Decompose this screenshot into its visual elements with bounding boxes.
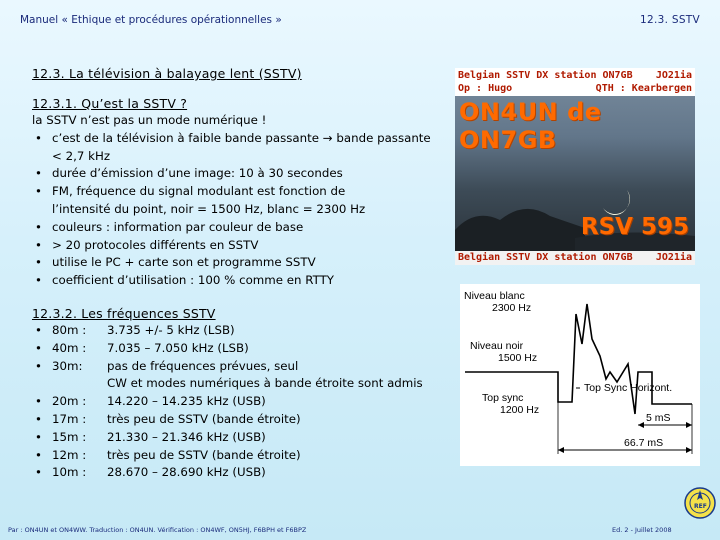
- sync-label: Top sync 1200 Hz: [482, 392, 540, 416]
- sstv-locator-top: JO21ia: [655, 70, 692, 81]
- sstv-bottom-bar: [455, 251, 695, 265]
- sstv-report: RSV 595: [580, 214, 689, 240]
- header-left: Manuel « Ethique et procédures opérationnelles »: [20, 14, 282, 26]
- sstv-station-label: Belgian SSTV DX station ON7GB: [458, 70, 633, 81]
- frequency-band: • 15m :: [52, 429, 87, 444]
- frequency-band: • 20m :: [52, 394, 87, 409]
- moon-icon: [603, 190, 630, 215]
- frequency-band: • 30m:: [52, 358, 83, 373]
- bullet-item: • > 20 protocoles différents en SSTV: [32, 237, 452, 255]
- header-right: 12.3. SSTV: [640, 14, 700, 26]
- frequency-item: [32, 322, 452, 340]
- frequency-value: très peu de SSTV (bande étroite): [107, 447, 301, 462]
- frequency-value: 14.220 – 14.235 kHz (USB): [107, 394, 266, 409]
- frequency-item: [32, 393, 452, 411]
- frequency-band: • 12m :: [52, 447, 87, 462]
- duration-66ms-label: 66.7 mS: [624, 437, 664, 449]
- sync-horizontal-label: Top Sync Horizont.: [584, 382, 673, 394]
- frequency-value: 21.330 – 21.346 kHz (USB): [107, 429, 266, 444]
- bullet-list: [32, 130, 452, 290]
- bullet-item: • coefficient d’utilisation : 100 % comme en RTTY: [32, 272, 452, 290]
- ref-logo-text: REF: [694, 503, 707, 510]
- bullet-item: • c’est de la télévision à faible bande passante → bande passante < 2,7 kHz: [32, 130, 452, 166]
- bullet-item: • utilise le PC + carte son et programme SSTV: [32, 254, 452, 272]
- frequency-item: [32, 429, 452, 447]
- bullet-item: • FM, fréquence du signal modulant est fonction de l’intensité du point, noir = 1500 Hz, blanc = 2300 Hz: [32, 183, 452, 219]
- bullet-item: • couleurs : information par couleur de base: [32, 219, 452, 237]
- white-level-label: Niveau blanc 2300 Hz: [464, 290, 532, 314]
- frequency-item: [32, 411, 452, 429]
- duration-5ms-label: 5 mS: [646, 412, 671, 424]
- subsection-2-title: 12.3.2. Les fréquences SSTV: [32, 306, 216, 321]
- frequency-band: • 40m :: [52, 340, 87, 355]
- bullet-item: • durée d’émission d’une image: 10 à 30 secondes: [32, 165, 452, 183]
- sstv-station-label-bottom: Belgian SSTV DX station ON7GB: [458, 252, 633, 263]
- intro-text: la SSTV n’est pas un mode numérique !: [32, 113, 267, 127]
- frequency-item: [32, 358, 452, 394]
- frequency-value: très peu de SSTV (bande étroite): [107, 411, 301, 426]
- frequency-item: [32, 447, 452, 465]
- sstv-timing-diagram: [460, 284, 700, 466]
- frequency-value: 28.670 – 28.690 kHz (USB): [107, 465, 266, 480]
- frequency-item: [32, 340, 452, 358]
- frequency-item: [32, 464, 452, 482]
- sstv-image: [455, 68, 695, 265]
- sstv-callsign: ON4UN de ON7GB: [459, 98, 602, 154]
- frequency-value: 7.035 – 7.050 kHz (LSB): [107, 340, 249, 355]
- frequency-band: • 10m :: [52, 465, 87, 480]
- subsection-1-body: [32, 112, 452, 290]
- frequency-value: pas de fréquences prévues, seul CW et modes numériques à bande étroite sont admis: [107, 358, 423, 391]
- footer-edition: Ed. 2 - Juillet 2008: [612, 526, 672, 534]
- sstv-qth-label: QTH : Kearbergen: [595, 83, 692, 94]
- sstv-operator-label: Op : Hugo: [458, 83, 513, 94]
- black-level-label: Niveau noir 1500 Hz: [470, 340, 538, 364]
- section-title: 12.3. La télévision à balayage lent (SSTV): [32, 66, 302, 81]
- frequency-list: [32, 322, 452, 482]
- footer-credits: Par : ON4UN et ON4WW. Traduction : ON4UN. Vérification : ON4WF, ON5HJ, F6BPH et F6BPZ: [8, 526, 307, 534]
- sstv-top-bar: [455, 68, 695, 96]
- subsection-1-title: 12.3.1. Qu’est la SSTV ?: [32, 96, 188, 111]
- sstv-locator-bottom: JO21ia: [655, 252, 692, 263]
- frequency-band: • 80m :: [52, 323, 87, 337]
- frequency-band: • 17m :: [52, 411, 87, 426]
- frequency-value: 3.735 +/- 5 kHz (LSB): [107, 323, 235, 337]
